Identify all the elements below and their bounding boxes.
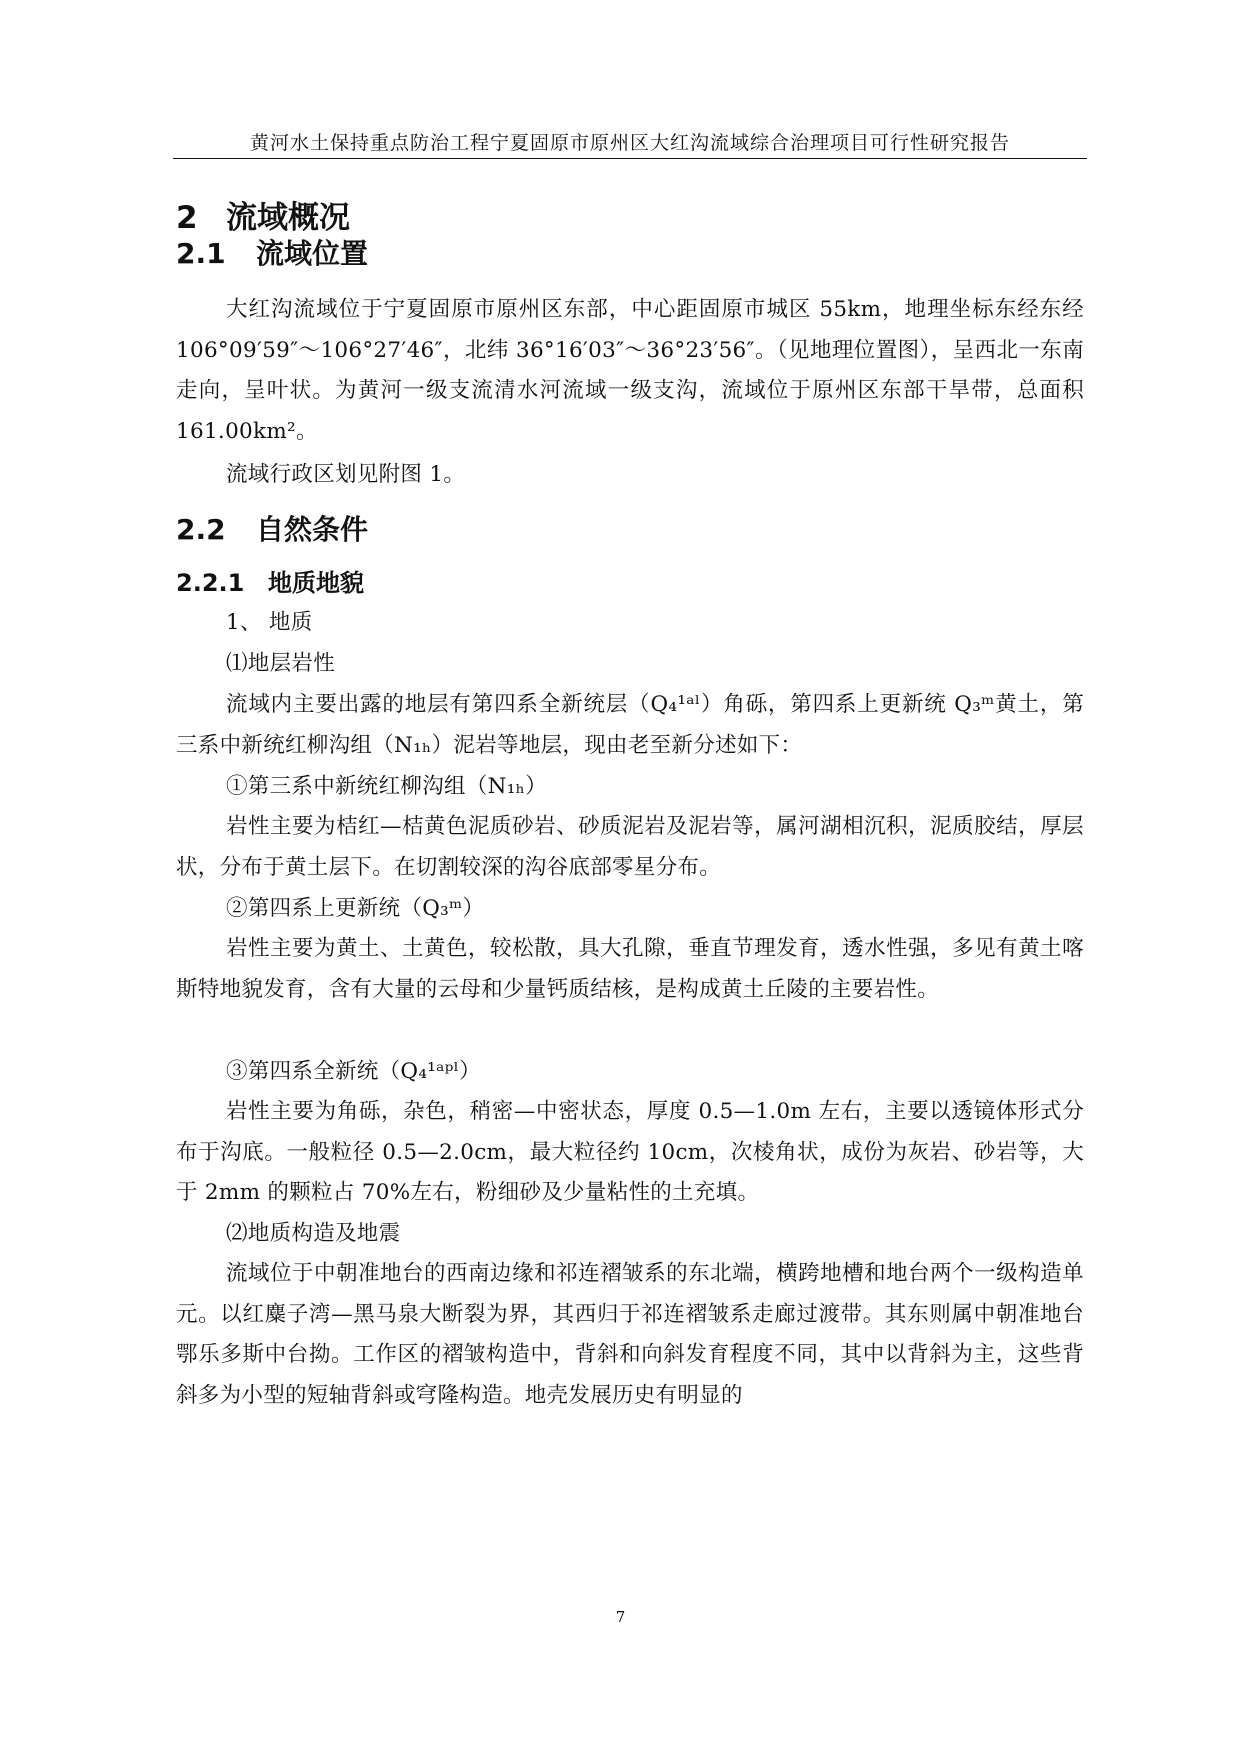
section-number: 2.1: [176, 237, 226, 270]
running-header: 黄河水土保持重点防治工程宁夏固原市原州区大红沟流域综合治理项目可行性研究报告: [249, 132, 1010, 154]
list-item-strata-lithology: ⑴地层岩性: [226, 651, 336, 676]
section-title: 自然条件: [256, 513, 369, 546]
location-paragraph: 大红沟流域位于宁夏固原市原州区东部，中心距固原市城区 55km，地理坐标东经东经 106°09′59″～106°27′46″，北纬 36°16′03″～36°23′56″。（见地理位置图），呈西北一东南走向，呈叶状。为黄河一级支流清水河流域一级支沟，流域位于原州区东部干旱带，总面积 161.00km²。: [176, 297, 1084, 444]
subsection-title: 地质地貌: [268, 569, 364, 597]
header-rule: [173, 158, 1087, 159]
strata-intro-paragraph: 流域内主要出露的地层有第四系全新统层（Q₄¹ᵃˡ）角砾，第四系上更新统 Q₃ᵐ黄土，第三系中新统红柳沟组（N₁ₕ）泥岩等地层，现由老至新分述如下：: [176, 692, 1084, 758]
chapter-title: 流域概况: [226, 200, 350, 236]
strata-a-paragraph: 岩性主要为桔红—桔黄色泥质砂岩、砂质泥岩及泥岩等，属河湖相沉积，泥质胶结，厚层状，分布于黄土层下。在切割较深的沟谷底部零星分布。: [176, 814, 1084, 880]
subsection-number: 2.2.1: [176, 569, 245, 597]
list-item-structure-earthquake: ⑵地质构造及地震: [226, 1221, 401, 1246]
page-number: 7: [615, 1608, 626, 1626]
strata-a-title: ①第三系中新统红柳沟组（N₁ₕ）: [226, 774, 548, 799]
subsection-heading-2-2-1: [176, 563, 364, 598]
section-heading-2-1: [176, 232, 368, 272]
section-title: 流域位置: [256, 237, 369, 270]
strata-b-title: ②第四系上更新统（Q₃ᵐ）: [226, 896, 485, 921]
structure-paragraph: 流域位于中朝准地台的西南边缘和祁连褶皱系的东北端，横跨地槽和地台两个一级构造单元。以红麋子湾—黑马泉大断裂为界，其西归于祁连褶皱系走廊过渡带。其东则属中朝准地台鄂乐多斯中台拗。工作区的褶皱构造中，背斜和向斜发育程度不同，其中以背斜为主，这些背斜多为小型的短轴背斜或穹隆构造。地壳发展历史有明显的: [176, 1261, 1084, 1408]
section-number: 2.2: [176, 513, 226, 546]
strata-b-paragraph: 岩性主要为黄土、土黄色，较松散，具大孔隙，垂直节理发育，透水性强，多见有黄土喀斯特地貌发育，含有大量的云母和少量钙质结核，是构成黄土丘陵的主要岩性。: [176, 936, 1084, 1002]
strata-c-paragraph: 岩性主要为角砾，杂色，稍密—中密状态，厚度 0.5—1.0m 左右，主要以透镜体形式分布于沟底。一般粒径 0.5—2.0cm，最大粒径约 10cm，次棱角状，成份为灰岩、砂岩等，大于 2mm 的颗粒占 70%左右，粉细砂及少量粘性的土充填。: [176, 1099, 1084, 1205]
list-item-geology: 1、 地质: [226, 610, 313, 635]
chapter-number: 2: [176, 200, 198, 236]
admin-division-paragraph: 流域行政区划见附图 1。: [226, 462, 466, 487]
chapter-heading: [176, 192, 350, 237]
section-heading-2-2: [176, 508, 368, 548]
strata-c-title: ③第四系全新统（Q₄¹ᵃᵖˡ）: [226, 1059, 481, 1084]
